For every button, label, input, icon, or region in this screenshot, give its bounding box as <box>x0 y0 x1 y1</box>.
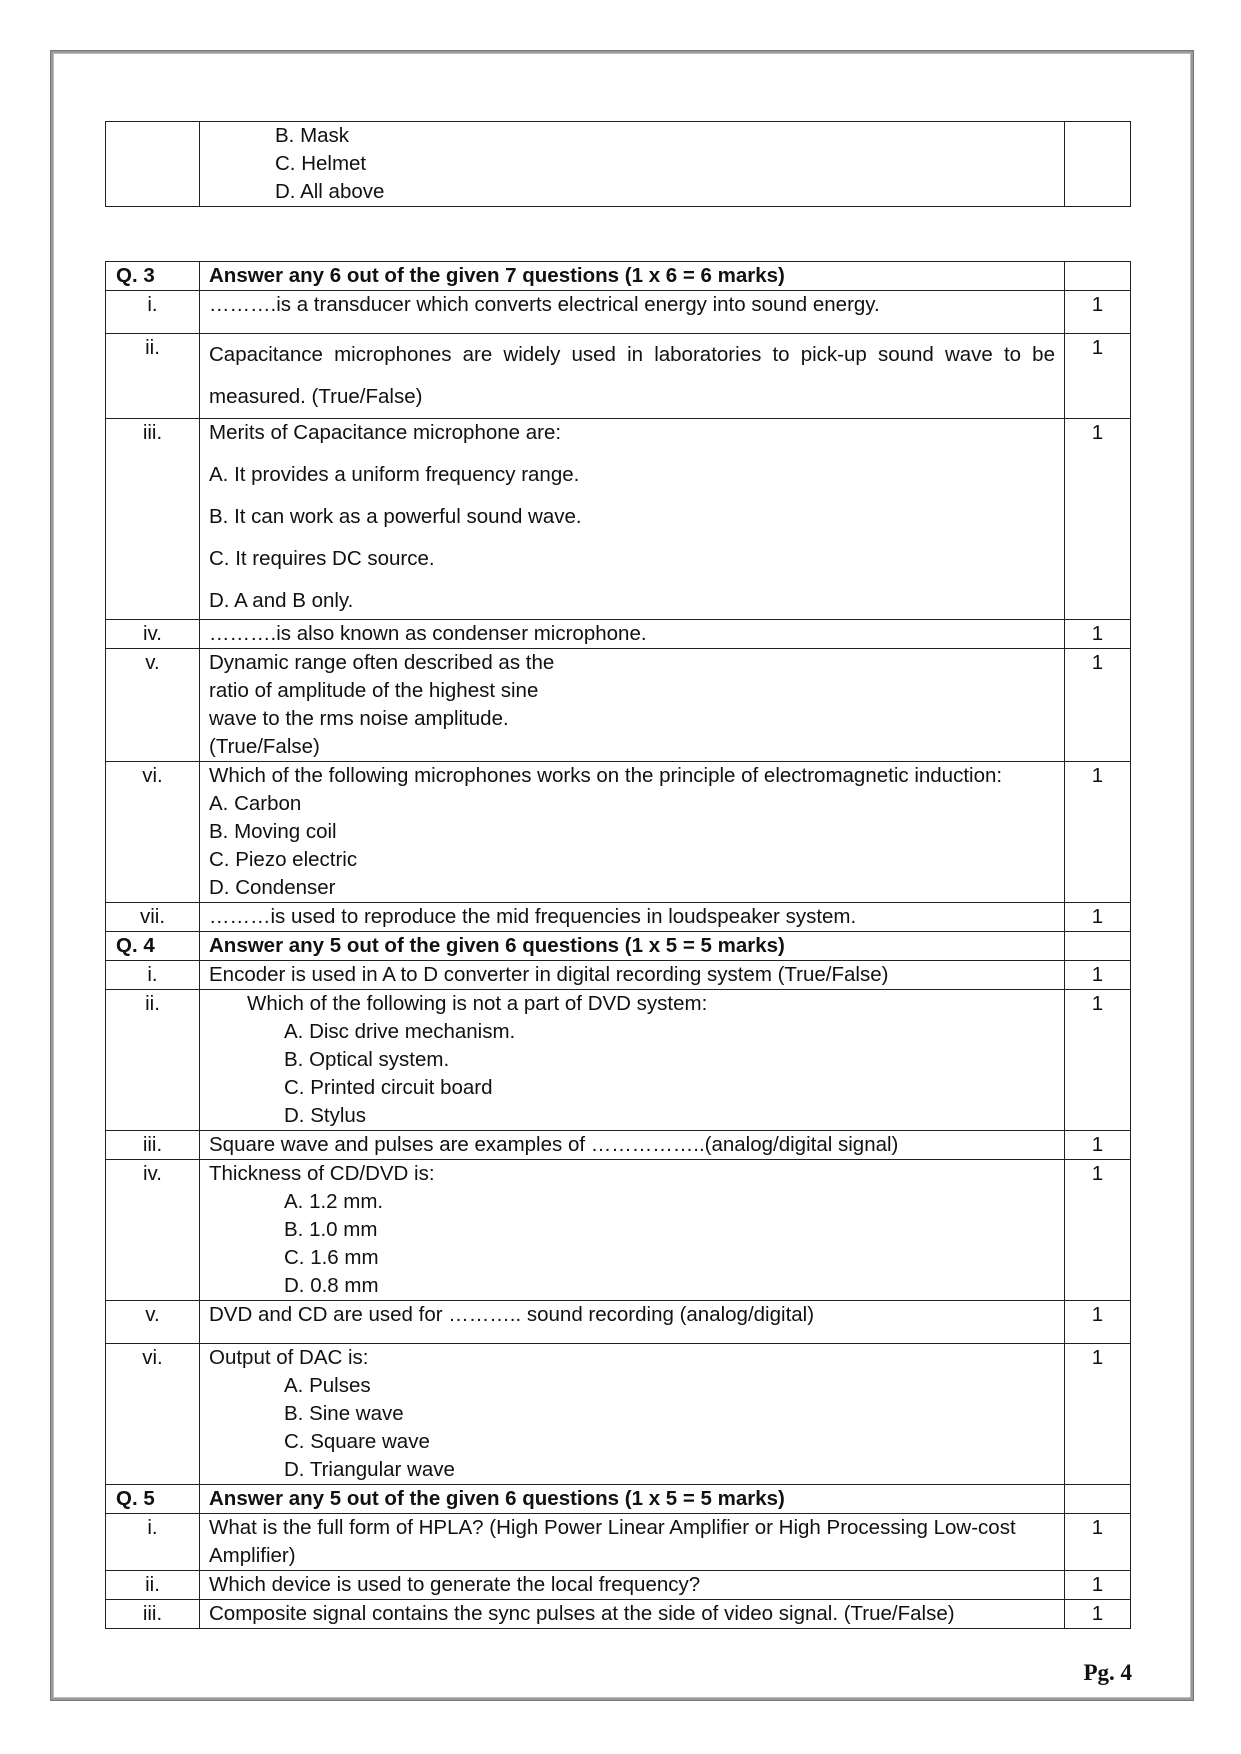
option: B. Sine wave <box>284 1402 404 1425</box>
item-marks: 1 <box>1065 1160 1131 1301</box>
option: C. Helmet <box>275 152 367 175</box>
option: B. It can work as a powerful sound wave. <box>209 505 582 528</box>
option: B. Optical system. <box>284 1048 450 1071</box>
item-text: DVD and CD are used for ……….. sound recording (analog/digital) <box>200 1301 1065 1344</box>
option: B. Moving coil <box>209 820 337 843</box>
option: C. Piezo electric <box>209 848 358 871</box>
item-number: vii. <box>106 903 200 932</box>
item-marks: 1 <box>1065 1600 1131 1629</box>
option: A. It provides a uniform frequency range. <box>209 463 580 486</box>
item-marks: 1 <box>1065 1301 1131 1344</box>
option: A. Disc drive mechanism. <box>284 1020 516 1043</box>
item-number: ii. <box>106 990 200 1131</box>
questions-table <box>105 261 1131 1629</box>
table-row <box>106 1514 1131 1571</box>
item-text: Square wave and pulses are examples of ……………..(analog/digital signal) <box>200 1131 1065 1160</box>
table-row <box>106 1344 1131 1485</box>
option: D. Stylus <box>284 1104 367 1127</box>
section-heading: Answer any 5 out of the given 6 questions (1 x 5 = 5 marks) <box>200 1485 1065 1514</box>
option: D. Condenser <box>209 876 336 899</box>
option: B. Mask <box>275 124 350 147</box>
item-marks: 1 <box>1065 990 1131 1131</box>
item-marks: 1 <box>1065 762 1131 903</box>
section-label: Q. 5 <box>106 1485 200 1514</box>
item-text <box>200 649 1065 762</box>
item-number: vi. <box>106 1344 200 1485</box>
item-marks: 1 <box>1065 649 1131 762</box>
table-row <box>106 1600 1131 1629</box>
item-text: Which device is used to generate the local frequency? <box>200 1571 1065 1600</box>
item-text <box>200 762 1065 903</box>
option: A. 1.2 mm. <box>284 1190 384 1213</box>
item-text: Capacitance microphones are widely used in laboratories to pick-up sound wave to be measured. (True/False) <box>200 334 1065 419</box>
item-number: i. <box>106 1514 200 1571</box>
table-row <box>106 620 1131 649</box>
marks-cell <box>1065 1485 1131 1514</box>
option: C. It requires DC source. <box>209 547 435 570</box>
question-line: Output of DAC is: <box>209 1346 369 1369</box>
item-number: iv. <box>106 1160 200 1301</box>
table-row <box>106 1131 1131 1160</box>
item-marks: 1 <box>1065 1514 1131 1571</box>
item-text <box>200 419 1065 620</box>
table-row <box>106 649 1131 762</box>
item-marks: 1 <box>1065 1571 1131 1600</box>
item-number: i. <box>106 291 200 334</box>
item-number: ii. <box>106 1571 200 1600</box>
table-row <box>106 961 1131 990</box>
marks-cell <box>1065 262 1131 291</box>
item-number: iii. <box>106 1131 200 1160</box>
option: D. Triangular wave <box>284 1458 455 1481</box>
table-row <box>106 1571 1131 1600</box>
item-marks: 1 <box>1065 419 1131 620</box>
table-row <box>106 1160 1131 1301</box>
question-line: Which of the following is not a part of DVD system: <box>247 992 708 1015</box>
item-marks: 1 <box>1065 334 1131 419</box>
option: D. A and B only. <box>209 589 354 612</box>
item-text: ………is used to reproduce the mid frequencies in loudspeaker system. <box>200 903 1065 932</box>
table-row <box>106 990 1131 1131</box>
item-number: iii. <box>106 1600 200 1629</box>
item-number: v. <box>106 649 200 762</box>
section-header-row <box>106 262 1131 291</box>
item-text <box>200 1344 1065 1485</box>
item-marks: 1 <box>1065 620 1131 649</box>
section-header-row <box>106 1485 1131 1514</box>
option: B. 1.0 mm <box>284 1218 378 1241</box>
text-line: wave to the rms noise amplitude. <box>209 707 509 730</box>
question-line: Thickness of CD/DVD is: <box>209 1162 435 1185</box>
item-text: What is the full form of HPLA? (High Power Linear Amplifier or High Processing Low-cost Amplifier) <box>200 1514 1065 1571</box>
item-text: Encoder is used in A to D converter in digital recording system (True/False) <box>200 961 1065 990</box>
option: A. Pulses <box>284 1374 371 1397</box>
table-row <box>106 122 1131 207</box>
text-line: ratio of amplitude of the highest sine <box>209 679 539 702</box>
table-row <box>106 334 1131 419</box>
section-label: Q. 3 <box>106 262 200 291</box>
page-number: Pg. 4 <box>1083 1660 1132 1685</box>
item-number: v. <box>106 1301 200 1344</box>
option: D. All above <box>275 180 385 203</box>
table-row <box>106 762 1131 903</box>
item-text <box>200 990 1065 1131</box>
option: C. 1.6 mm <box>284 1246 379 1269</box>
item-text: ……….is also known as condenser microphone. <box>200 620 1065 649</box>
option: C. Printed circuit board <box>284 1076 493 1099</box>
item-number: i. <box>106 961 200 990</box>
section-heading: Answer any 6 out of the given 7 questions (1 x 6 = 6 marks) <box>200 262 1065 291</box>
option-list <box>200 122 1065 207</box>
item-number: iv. <box>106 620 200 649</box>
option: D. 0.8 mm <box>284 1274 379 1297</box>
section-label: Q. 4 <box>106 932 200 961</box>
item-text: ……….is a transducer which converts electrical energy into sound energy. <box>200 291 1065 334</box>
option: C. Square wave <box>284 1430 430 1453</box>
item-marks: 1 <box>1065 903 1131 932</box>
item-marks: 1 <box>1065 1344 1131 1485</box>
item-number: vi. <box>106 762 200 903</box>
item-number: ii. <box>106 334 200 419</box>
continuation-table <box>105 121 1131 207</box>
marks-cell <box>1065 122 1131 207</box>
item-marks: 1 <box>1065 1131 1131 1160</box>
question-line: Merits of Capacitance microphone are: <box>209 421 562 444</box>
marks-cell <box>1065 932 1131 961</box>
item-text: Composite signal contains the sync pulses at the side of video signal. (True/False) <box>200 1600 1065 1629</box>
section-heading: Answer any 5 out of the given 6 questions (1 x 5 = 5 marks) <box>200 932 1065 961</box>
option: A. Carbon <box>209 792 302 815</box>
question-line: Which of the following microphones works on the principle of electromagnetic induction: <box>209 764 1003 787</box>
item-number: iii. <box>106 419 200 620</box>
table-row <box>106 1301 1131 1344</box>
section-header-row <box>106 932 1131 961</box>
table-row <box>106 903 1131 932</box>
text-line: Dynamic range often described as the <box>209 651 555 674</box>
item-text <box>200 1160 1065 1301</box>
question-number-cell <box>106 122 200 207</box>
text-line: (True/False) <box>209 735 320 758</box>
item-marks: 1 <box>1065 961 1131 990</box>
item-marks: 1 <box>1065 291 1131 334</box>
table-row <box>106 419 1131 620</box>
table-row <box>106 291 1131 334</box>
